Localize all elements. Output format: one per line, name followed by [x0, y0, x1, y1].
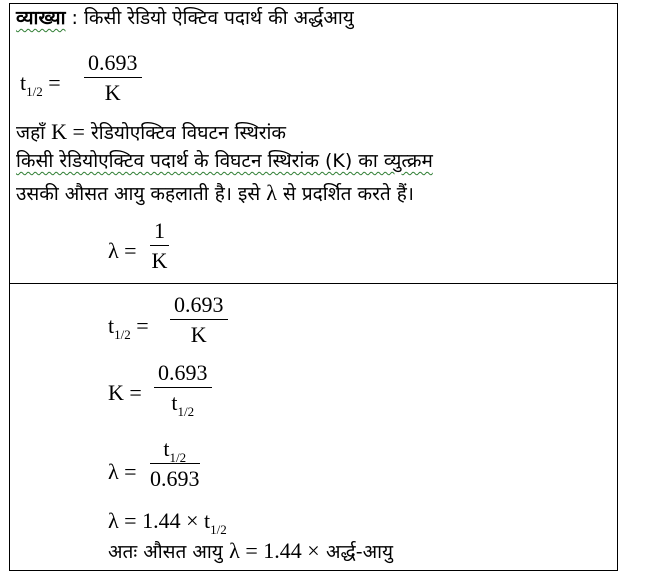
eq5-lhs — [108, 459, 137, 485]
para-line-2-a: उसकी औसत आयु कहलाती है। इसे — [16, 183, 261, 205]
heading-line — [16, 9, 354, 28]
eq3-lhs-var: t — [108, 313, 115, 338]
heading-text: किसी रेडियो ऐक्टिव पदार्थ की अर्द्धआयु — [84, 7, 354, 29]
where-expr: K = — [51, 119, 85, 144]
eq5-denominator: 0.693 — [150, 466, 200, 492]
eq4-den-var: t — [171, 390, 178, 416]
eq5-num-var: t — [163, 436, 170, 461]
eq3-lhs — [108, 313, 149, 342]
eq1-lhs-var: t — [20, 70, 27, 95]
eq5-equals: = — [124, 459, 137, 484]
eq4-fraction — [154, 360, 212, 420]
eq2-equals: = — [124, 238, 137, 263]
eq7-expr: λ = 1.44 × — [229, 538, 320, 563]
where-line — [16, 121, 286, 143]
where-text: रेडियोएक्टिव विघटन स्थिरांक — [91, 122, 286, 144]
para-lambda: λ — [266, 180, 277, 205]
eq7-suffix: अर्द्ध-आयु — [326, 541, 394, 563]
para-line-2 — [16, 182, 414, 204]
eq6-sub: 1/2 — [210, 522, 227, 537]
para-line-2-b: से प्रदर्शित करते हैं। — [282, 183, 415, 205]
eq1-equals: = — [48, 70, 61, 95]
eq7-line — [108, 540, 393, 562]
heading-colon: : — [71, 7, 78, 29]
eq5-num-sub: 1/2 — [169, 450, 187, 465]
section-divider — [9, 283, 618, 284]
eq2-denominator: K — [151, 248, 168, 274]
eq3-numerator: 0.693 — [170, 292, 228, 320]
eq2-fraction — [150, 218, 169, 274]
eq4-k: K — [108, 380, 124, 405]
eq2-lambda: λ — [108, 238, 119, 263]
eq5-fraction — [150, 436, 200, 492]
where-word: जहाँ — [16, 122, 46, 144]
eq1-lhs-sub: 1/2 — [26, 84, 43, 99]
eq4-den-sub: 1/2 — [177, 404, 195, 420]
eq1-lhs — [20, 70, 61, 99]
eq2-numerator: 1 — [150, 218, 169, 246]
eq7-prefix: अतः औसत आयु — [108, 541, 223, 563]
heading-label: व्याख्या — [16, 7, 66, 29]
eq1-fraction — [84, 50, 142, 106]
para-line-1 — [16, 152, 433, 171]
eq1-denominator: K — [104, 80, 121, 106]
eq4-equals: = — [129, 380, 142, 405]
eq6-text: λ = 1.44 × t — [108, 508, 211, 533]
eq4-numerator: 0.693 — [154, 360, 212, 388]
eq3-equals: = — [136, 313, 149, 338]
eq1-numerator: 0.693 — [84, 50, 142, 78]
eq2-lhs — [108, 238, 137, 264]
eq6-line — [108, 508, 227, 537]
eq5-numerator — [150, 436, 200, 464]
eq3-fraction — [170, 292, 228, 348]
eq5-lambda: λ — [108, 459, 119, 484]
eq3-denominator: K — [190, 322, 207, 348]
eq4-lhs — [108, 380, 142, 406]
eq4-denominator — [154, 388, 212, 420]
para-line-1-text: किसी रेडियोएक्टिव पदार्थ के विघटन स्थिरांक (K) का व्युत्क्रम — [16, 150, 433, 172]
eq3-lhs-sub: 1/2 — [114, 327, 131, 342]
